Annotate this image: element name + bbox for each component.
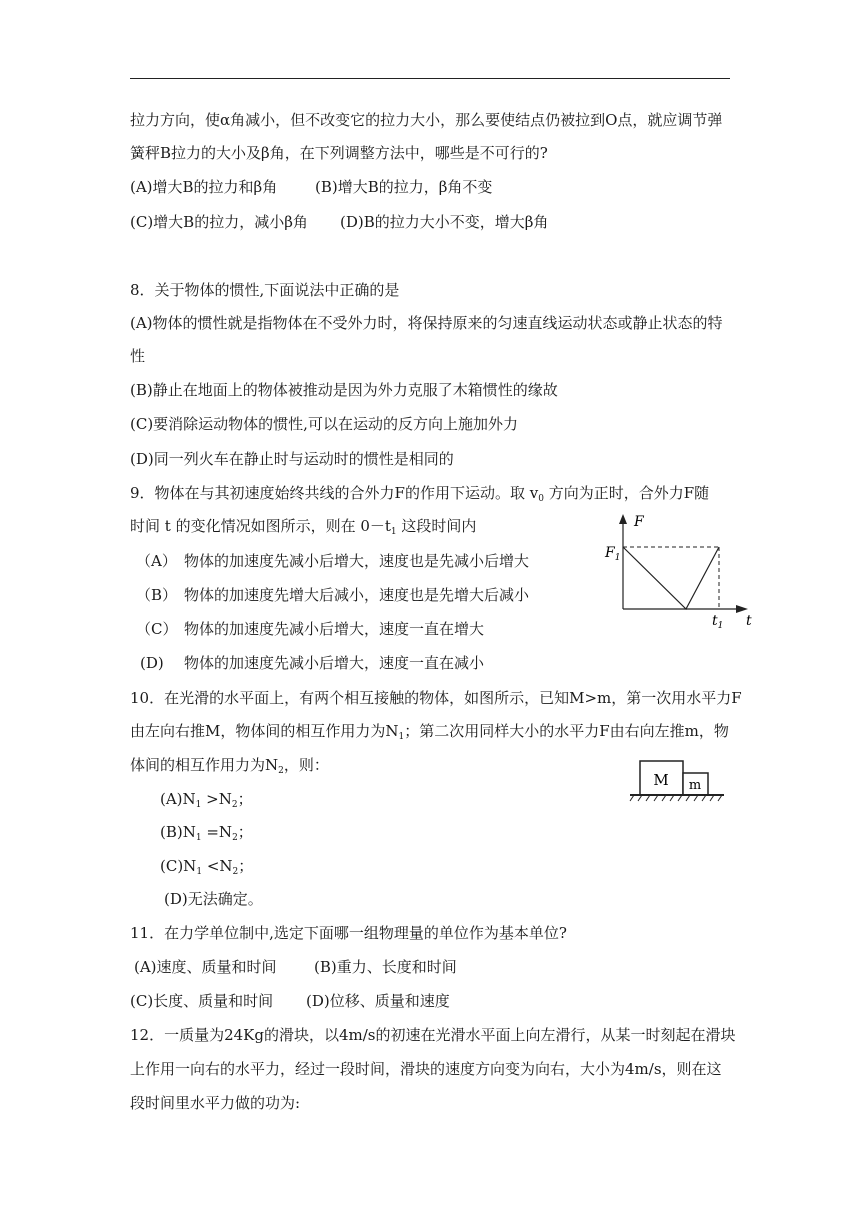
q11-option-a: (A)速度、质量和时间 [134, 958, 277, 976]
q7-line-1: 拉力方向，使α角减小，但不改变它的拉力大小，那么要使结点仍被拉到O点，就应调节弹 [130, 111, 723, 129]
q9-option-a-label: （A） [136, 552, 177, 570]
q11-option-c: (C)长度、质量和时间 [130, 992, 274, 1010]
q10-line-3: 体间的相互作用力为$N_2$，则： [130, 756, 329, 776]
f-axis-label: F [634, 514, 644, 530]
q7-option-a: (A)增大B的拉力和β角 [130, 178, 278, 196]
q8-option-d: (D)同一列火车在静止时与运动时的惯性是相同的 [130, 450, 454, 468]
t1-label: $t_1$ [712, 613, 724, 630]
q8-stem: 8．关于物体的惯性,下面说法中正确的是 [130, 281, 400, 299]
f-axis-arrow [619, 514, 627, 524]
q8-option-a-line-1: (A)物体的惯性就是指物体在不受外力时，将保持原来的匀速直线运动状态或静止状态的特 [130, 314, 723, 332]
q12-line-2: 上作用一向右的水平力，经过一段时间，滑块的速度方向变为向右，大小为4m/s，则在这 [130, 1060, 722, 1078]
q9-option-d-label: (D) [140, 654, 164, 672]
q10-option-d: (D)无法确定。 [164, 890, 263, 908]
force-curve [623, 547, 719, 609]
q7-option-b: (B)增大B的拉力，β角不变 [315, 178, 493, 196]
q10-option-b: $(B)N_1 =N_2$； [160, 823, 253, 843]
header-rule [130, 78, 730, 79]
t-axis-arrow [736, 605, 748, 613]
q9-option-c: 物体的加速度先减小后增大，速度一直在增大 [184, 620, 485, 638]
q10-option-c: $(C)N_1 <N_2$； [160, 857, 254, 877]
t-axis-label: t [746, 613, 752, 629]
block-big-label: M [653, 771, 669, 789]
q9-option-c-label: （C） [136, 620, 178, 638]
q11-option-d: (D)位移、质量和速度 [306, 992, 450, 1010]
q9-line-1: 9．物体在与其初速度始终共线的合外力F的作用下运动。取 $v_0$ 方向为正时，合外力F随 [130, 484, 710, 504]
force-time-graph [598, 508, 758, 630]
q8-option-b: (B)静止在地面上的物体被推动是因为外力克服了木箱惯性的缘故 [130, 381, 558, 399]
block-small-label: m [688, 778, 702, 793]
q7-option-d: (D)B的拉力大小不变，增大β角 [340, 213, 549, 231]
q7-line-2: 簧秤B拉力的大小及β角，在下列调整方法中，哪些是不可行的? [130, 144, 548, 162]
q9-option-a: 物体的加速度先减小后增大，速度也是先减小后增大 [184, 552, 530, 570]
q12-line-3: 段时间里水平力做的功为: [130, 1094, 301, 1112]
q9-option-d: 物体的加速度先减小后增大，速度一直在减小 [184, 654, 485, 672]
q7-option-c: (C)增大B的拉力，减小β角 [130, 213, 308, 231]
q8-option-a-line-2: 性 [130, 347, 146, 365]
q9-option-b-label: （B） [136, 586, 178, 604]
q9-option-b: 物体的加速度先增大后减小，速度也是先增大后减小 [184, 586, 530, 604]
q10-option-a: $(A)N_1 >N_2$； [160, 790, 253, 810]
q10-line-2: 由左向右推M，物体间的相互作用力为$N_1$；第二次用同样大小的水平力F由右向左推m，物 [130, 722, 729, 742]
q8-option-c: (C)要消除运动物体的惯性,可以在运动的反方向上施加外力 [130, 415, 518, 433]
q10-line-1: 10．在光滑的水平面上，有两个相互接触的物体，如图所示，已知M>m，第一次用水平力F [130, 689, 742, 707]
q11-stem: 11．在力学单位制中,选定下面哪一组物理量的单位作为基本单位? [130, 924, 567, 942]
f1-label: $F_1$ [605, 545, 621, 563]
q11-option-b: (B)重力、长度和时间 [314, 958, 457, 976]
two-blocks-figure [628, 758, 728, 804]
q12-line-1: 12．一质量为24Kg的滑块，以4m/s的初速在光滑水平面上向左滑行，从某一时刻起在滑块 [130, 1026, 736, 1044]
q9-line-2: 时间 t 的变化情况如图所示，则在 $0-t_1$ 这段时间内 [130, 517, 477, 537]
